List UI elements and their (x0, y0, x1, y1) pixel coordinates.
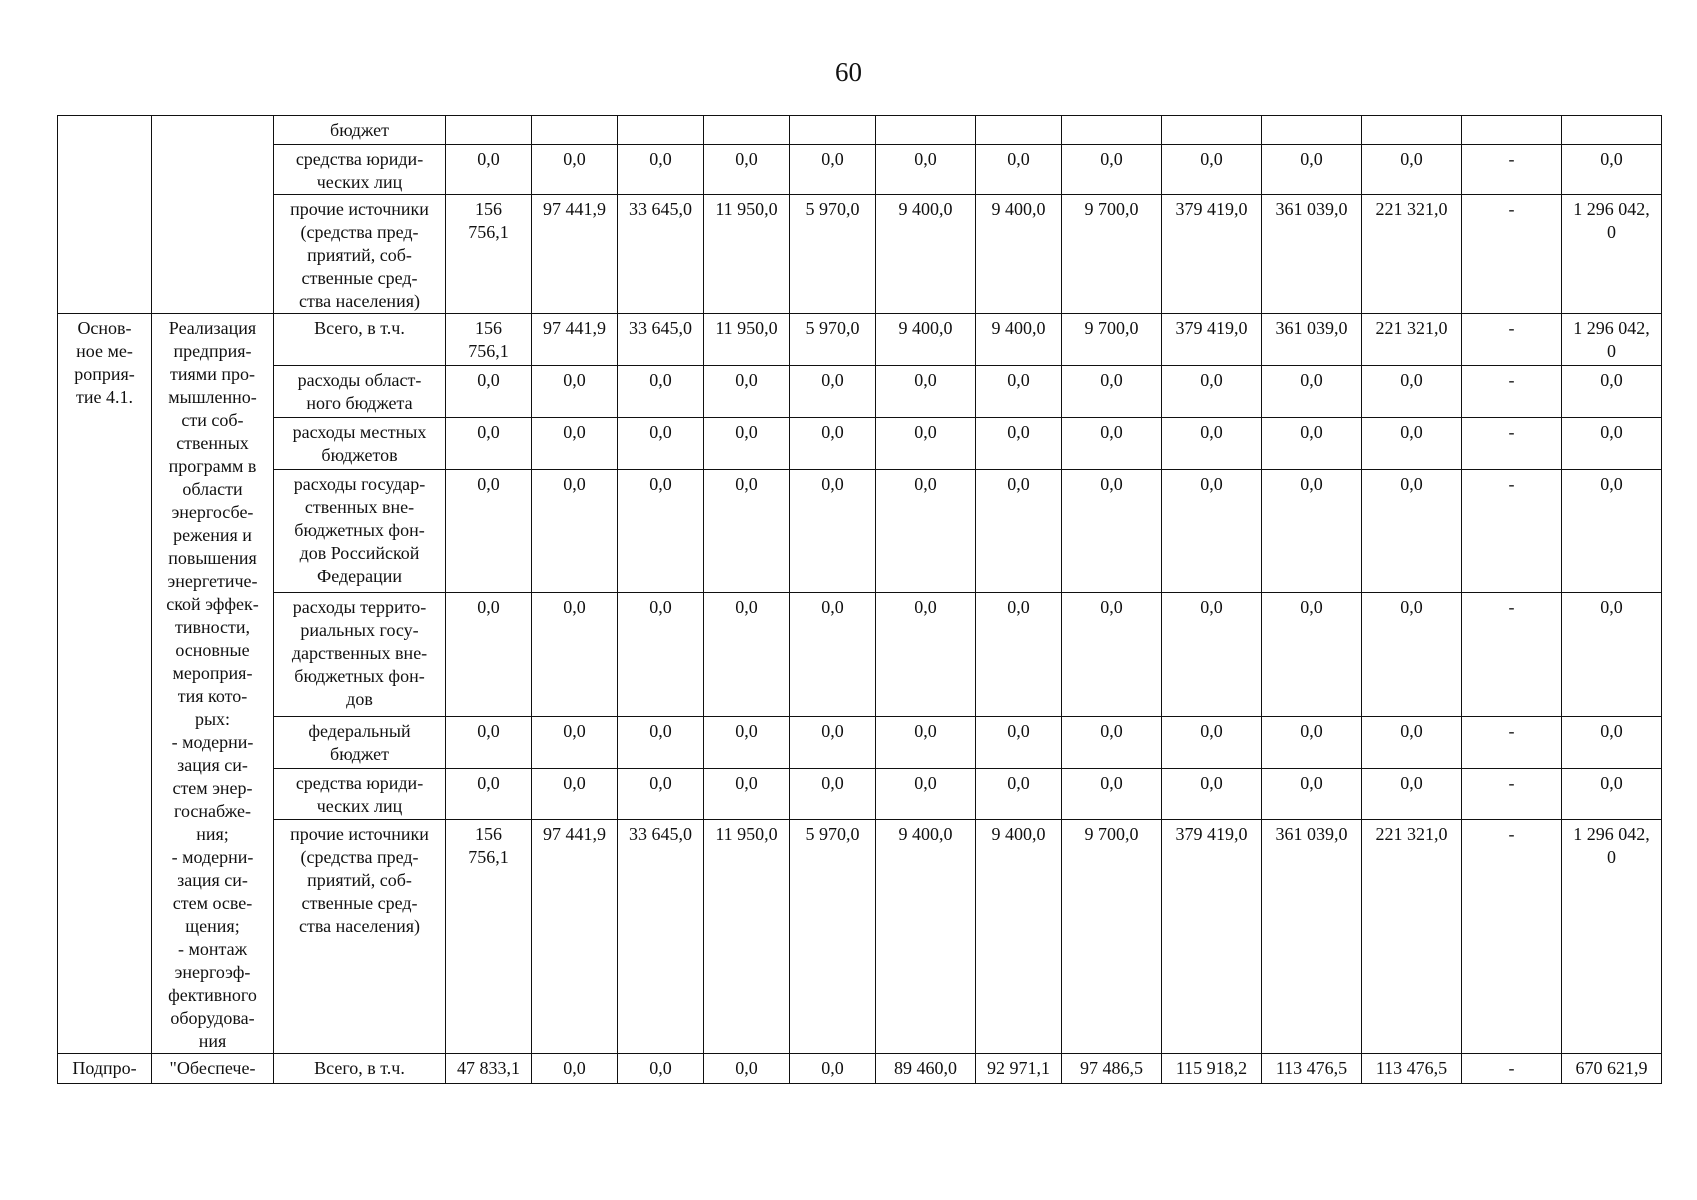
value-cell: 0,0 (704, 365, 790, 417)
value-cell: 0,0 (1162, 768, 1262, 820)
value-cell: 0,0 (1262, 768, 1362, 820)
value-cell: 0,0 (618, 469, 704, 593)
value-cell: 1 296 042, 0 (1562, 314, 1662, 366)
value-cell (704, 116, 790, 145)
value-cell: 0,0 (790, 417, 876, 469)
value-cell: 5 970,0 (790, 314, 876, 366)
value-cell: 221 321,0 (1362, 820, 1462, 1054)
table-row (58, 116, 1662, 145)
funding-source-cell: Всего, в т.ч. (274, 314, 446, 366)
value-cell: 0,0 (1362, 593, 1462, 717)
value-cell: 0,0 (1062, 469, 1162, 593)
value-cell: 11 950,0 (704, 314, 790, 366)
table-row (58, 145, 1662, 195)
value-cell: 361 039,0 (1262, 820, 1362, 1054)
value-cell: - (1462, 195, 1562, 314)
value-cell: 156 756,1 (446, 820, 532, 1054)
table-row (58, 1054, 1662, 1084)
value-cell: 0,0 (1062, 768, 1162, 820)
value-cell: 0,0 (976, 365, 1062, 417)
funding-source-cell: федеральный бюджет (274, 716, 446, 768)
value-cell: 33 645,0 (618, 195, 704, 314)
value-cell: 0,0 (618, 365, 704, 417)
value-cell (976, 116, 1062, 145)
value-cell: 0,0 (618, 716, 704, 768)
value-cell: 115 918,2 (1162, 1054, 1262, 1084)
value-cell: 113 476,5 (1262, 1054, 1362, 1084)
funding-source-cell: расходы террито- риальных госу- дарственных вне- бюджетных фон- дов (274, 593, 446, 717)
value-cell: - (1462, 469, 1562, 593)
value-cell: 9 400,0 (976, 195, 1062, 314)
page-number: 60 (835, 57, 862, 87)
value-cell: 0,0 (1562, 469, 1662, 593)
value-cell: 0,0 (1262, 417, 1362, 469)
funding-source-cell: бюджет (274, 116, 446, 145)
value-cell: 0,0 (976, 145, 1062, 195)
value-cell: 0,0 (532, 469, 618, 593)
value-cell: 0,0 (704, 593, 790, 717)
value-cell (532, 116, 618, 145)
value-cell: 0,0 (976, 716, 1062, 768)
value-cell: 9 400,0 (976, 314, 1062, 366)
value-cell: 0,0 (976, 417, 1062, 469)
funding-source-cell: средства юриди- ческих лиц (274, 145, 446, 195)
value-cell: 92 971,1 (976, 1054, 1062, 1084)
value-cell: 0,0 (790, 1054, 876, 1084)
subprogram-status-cell: Подпро- (58, 1054, 152, 1084)
value-cell: 0,0 (1262, 365, 1362, 417)
value-cell: 361 039,0 (1262, 314, 1362, 366)
value-cell: 0,0 (1362, 145, 1462, 195)
value-cell: 0,0 (446, 469, 532, 593)
value-cell: 33 645,0 (618, 314, 704, 366)
value-cell: 0,0 (1362, 365, 1462, 417)
table-row (58, 593, 1662, 717)
value-cell: 221 321,0 (1362, 314, 1462, 366)
value-cell: 0,0 (704, 768, 790, 820)
value-cell: 9 400,0 (876, 195, 976, 314)
value-cell: 0,0 (876, 145, 976, 195)
value-cell: 9 700,0 (1062, 314, 1162, 366)
value-cell: 221 321,0 (1362, 195, 1462, 314)
value-cell: 0,0 (876, 417, 976, 469)
value-cell: 97 486,5 (1062, 1054, 1162, 1084)
value-cell: 5 970,0 (790, 820, 876, 1054)
value-cell: 670 621,9 (1562, 1054, 1662, 1084)
value-cell: 0,0 (618, 1054, 704, 1084)
value-cell: - (1462, 768, 1562, 820)
value-cell (876, 116, 976, 145)
value-cell (1362, 116, 1462, 145)
value-cell: 0,0 (704, 145, 790, 195)
value-cell: - (1462, 1054, 1562, 1084)
value-cell: 0,0 (1362, 417, 1462, 469)
value-cell: 0,0 (790, 365, 876, 417)
value-cell: 0,0 (532, 417, 618, 469)
value-cell: 0,0 (1162, 365, 1262, 417)
funding-source-cell: прочие источники (средства пред- приятий, соб- ственные сред- ства населения) (274, 195, 446, 314)
value-cell: 0,0 (1062, 593, 1162, 717)
value-cell: - (1462, 145, 1562, 195)
value-cell: - (1462, 365, 1562, 417)
value-cell: 0,0 (1562, 417, 1662, 469)
value-cell: 0,0 (976, 593, 1062, 717)
value-cell (618, 116, 704, 145)
value-cell: 0,0 (618, 145, 704, 195)
value-cell: 156 756,1 (446, 195, 532, 314)
value-cell: 1 296 042, 0 (1562, 820, 1662, 1054)
value-cell: 0,0 (1262, 593, 1362, 717)
value-cell: 0,0 (876, 365, 976, 417)
status-cell-continued (58, 116, 152, 314)
value-cell: 0,0 (876, 593, 976, 717)
value-cell: 0,0 (876, 469, 976, 593)
table-row (58, 820, 1662, 1054)
funding-source-cell: расходы местных бюджетов (274, 417, 446, 469)
value-cell: 0,0 (446, 768, 532, 820)
value-cell: 0,0 (704, 469, 790, 593)
funding-source-cell: расходы государ- ственных вне- бюджетных фон- дов Российской Федерации (274, 469, 446, 593)
value-cell (1062, 116, 1162, 145)
value-cell: 379 419,0 (1162, 820, 1262, 1054)
value-cell: 0,0 (446, 593, 532, 717)
value-cell: - (1462, 417, 1562, 469)
value-cell: - (1462, 314, 1562, 366)
value-cell: 0,0 (790, 768, 876, 820)
value-cell: 0,0 (790, 593, 876, 717)
table-row (58, 469, 1662, 593)
table-row (58, 314, 1662, 366)
table-row (58, 365, 1662, 417)
value-cell: 0,0 (1562, 593, 1662, 717)
funding-source-cell: расходы област- ного бюджета (274, 365, 446, 417)
measure-name-cell: Реализация предприя- тиями про- мышленно- сти соб- ственных программ в области энергосбе- режения и повышения энергетиче- ской эффек- тивности, основные мероприя- тия кото- рых: - модерни- зация си- стем энер- госнабже- ния; - модерни- зация си- стем осве- щения; - монтаж энергоэф- фективного оборудова- ния (152, 314, 274, 1054)
value-cell: 0,0 (1162, 593, 1262, 717)
value-cell: 0,0 (532, 365, 618, 417)
value-cell: 97 441,9 (532, 195, 618, 314)
value-cell (1262, 116, 1362, 145)
value-cell: 0,0 (1062, 145, 1162, 195)
value-cell: 5 970,0 (790, 195, 876, 314)
value-cell: 9 700,0 (1062, 195, 1162, 314)
value-cell: 0,0 (618, 768, 704, 820)
value-cell: 9 700,0 (1062, 820, 1162, 1054)
value-cell: 361 039,0 (1262, 195, 1362, 314)
value-cell: 0,0 (1362, 768, 1462, 820)
value-cell: 0,0 (1262, 469, 1362, 593)
funding-source-cell: Всего, в т.ч. (274, 1054, 446, 1084)
value-cell (790, 116, 876, 145)
table-row (58, 195, 1662, 314)
value-cell: 9 400,0 (876, 314, 976, 366)
value-cell: 0,0 (618, 417, 704, 469)
value-cell: 0,0 (1562, 365, 1662, 417)
table-row (58, 768, 1662, 820)
value-cell: 0,0 (790, 716, 876, 768)
value-cell (446, 116, 532, 145)
value-cell: 0,0 (532, 716, 618, 768)
value-cell: 11 950,0 (704, 820, 790, 1054)
value-cell: 0,0 (876, 768, 976, 820)
value-cell: 379 419,0 (1162, 314, 1262, 366)
value-cell: 0,0 (1562, 716, 1662, 768)
measure-status-cell: Основ- ное ме- роприя- тие 4.1. (58, 314, 152, 1054)
value-cell: 0,0 (532, 593, 618, 717)
value-cell: 156 756,1 (446, 314, 532, 366)
funding-source-cell: средства юриди- ческих лиц (274, 768, 446, 820)
subprogram-name-cell: "Обеспече- (152, 1054, 274, 1084)
value-cell (1462, 116, 1562, 145)
value-cell: 0,0 (1162, 716, 1262, 768)
value-cell: 0,0 (446, 365, 532, 417)
value-cell (1562, 116, 1662, 145)
value-cell: - (1462, 820, 1562, 1054)
value-cell: 0,0 (1362, 716, 1462, 768)
value-cell: 0,0 (704, 1054, 790, 1084)
value-cell: 0,0 (446, 145, 532, 195)
value-cell: 0,0 (1162, 417, 1262, 469)
value-cell: 0,0 (446, 716, 532, 768)
value-cell: 0,0 (790, 469, 876, 593)
financing-table (57, 115, 1662, 1084)
value-cell: 0,0 (1062, 417, 1162, 469)
funding-source-cell: прочие источники (средства пред- приятий, соб- ственные сред- ства населения) (274, 820, 446, 1054)
value-cell: 0,0 (876, 716, 976, 768)
value-cell: 0,0 (1162, 145, 1262, 195)
value-cell: 0,0 (1062, 365, 1162, 417)
value-cell: 0,0 (1562, 145, 1662, 195)
value-cell: 89 460,0 (876, 1054, 976, 1084)
table-body (58, 116, 1662, 1084)
value-cell: 0,0 (1362, 469, 1462, 593)
value-cell: 0,0 (446, 417, 532, 469)
value-cell: 97 441,9 (532, 820, 618, 1054)
value-cell: 9 400,0 (976, 820, 1062, 1054)
value-cell: 0,0 (1262, 145, 1362, 195)
value-cell: 0,0 (1162, 469, 1262, 593)
value-cell: - (1462, 716, 1562, 768)
value-cell: 11 950,0 (704, 195, 790, 314)
value-cell: 0,0 (704, 716, 790, 768)
value-cell: 0,0 (704, 417, 790, 469)
value-cell: 1 296 042, 0 (1562, 195, 1662, 314)
value-cell: 0,0 (790, 145, 876, 195)
value-cell: 379 419,0 (1162, 195, 1262, 314)
value-cell: 47 833,1 (446, 1054, 532, 1084)
value-cell: 0,0 (532, 768, 618, 820)
value-cell: 9 400,0 (876, 820, 976, 1054)
table-row (58, 716, 1662, 768)
value-cell: 0,0 (976, 469, 1062, 593)
value-cell: 0,0 (1562, 768, 1662, 820)
value-cell: 0,0 (532, 1054, 618, 1084)
value-cell: - (1462, 593, 1562, 717)
value-cell (1162, 116, 1262, 145)
value-cell: 0,0 (1062, 716, 1162, 768)
value-cell: 33 645,0 (618, 820, 704, 1054)
value-cell: 0,0 (976, 768, 1062, 820)
value-cell: 0,0 (532, 145, 618, 195)
value-cell: 97 441,9 (532, 314, 618, 366)
table-row (58, 417, 1662, 469)
name-cell-continued (152, 116, 274, 314)
value-cell: 0,0 (1262, 716, 1362, 768)
value-cell: 113 476,5 (1362, 1054, 1462, 1084)
value-cell: 0,0 (618, 593, 704, 717)
